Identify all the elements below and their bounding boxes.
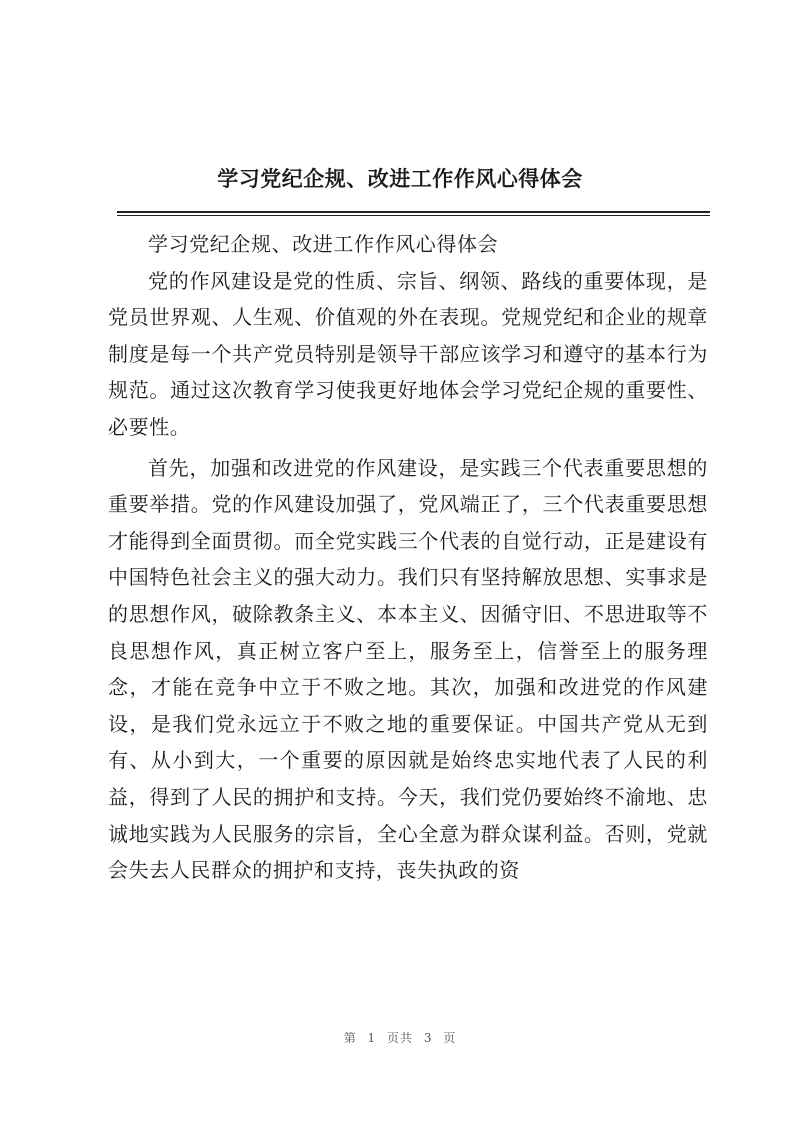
page-footer: 第 1 页共 3 页 bbox=[343, 1031, 457, 1045]
paragraph: 首先，加强和改进党的作风建设，是实践三个代表重要思想的重要举措。党的作风建设加强了，党风端正了，三个代表重要思想才能得到全面贯彻。而全党实践三个代表的自觉行动，正是建设有中国特色社会主义的强大动力。我们只有坚持解放思想、实事求是的思想作风，破除教条主义、本本主义、因循守旧、不思进取等不良思想作风，真正树立客户至上，服务至上，信誉至上的服务理念，才能在竞争中立于不败之地。其次，加强和改进党的作风建设，是我们党永远立于不败之地的重要保证。中国共产党从无到有、从小到大，一个重要的原因就是始终忠实地代表了人民的利益，得到了人民的拥护和支持。今天，我们党仍要始终不渝地、忠诚地实践为人民服务的宗旨，全心全意为群众谋利益。否则，党就会失去人民群众的拥护和支持，丧失执政的资 bbox=[108, 455, 708, 883]
paragraph: 学习党纪企规、改进工作作风心得体会 bbox=[148, 232, 499, 256]
document-title: 学习党纪企规、改进工作作风心得体会 bbox=[217, 166, 583, 191]
document-body bbox=[108, 226, 708, 889]
title-divider bbox=[117, 211, 710, 213]
paragraph: 党的作风建设是党的性质、宗旨、纲领、路线的重要体现，是党员世界观、人生观、价值观的外在表现。党规党纪和企业的规章制度是每一个共产党员特别是领导干部应该学习和遵守的基本行为规范。通过这次教育学习使我更好地体会学习党纪企规的重要性、必要性。 bbox=[108, 268, 708, 439]
title-divider-thin bbox=[117, 215, 710, 216]
